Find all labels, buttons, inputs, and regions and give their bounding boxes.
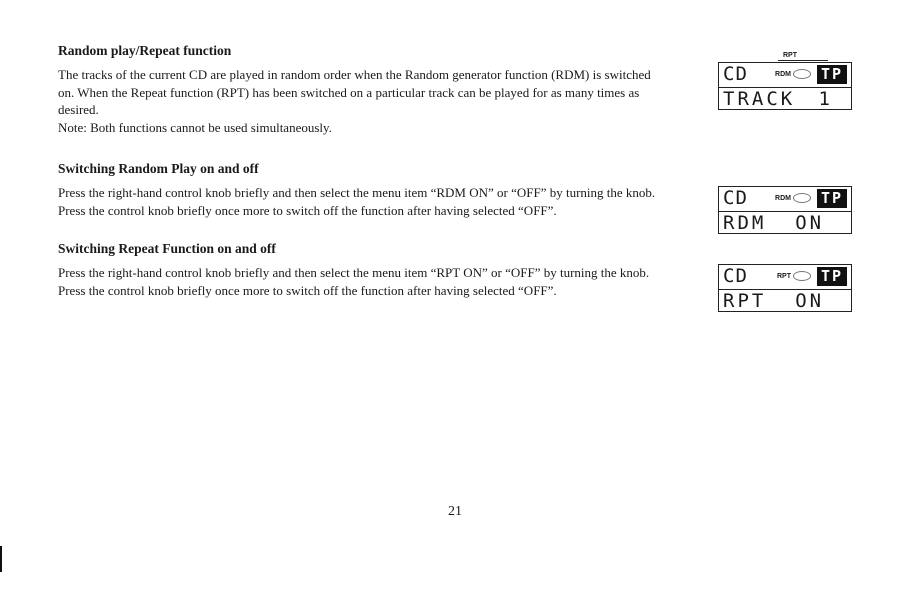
rpt-indicator-label: RPT bbox=[783, 52, 797, 59]
section-paragraph: Press the right-hand control knob briefly and then select the menu item “RPT ON” or “OFF” by turning the knob. Press the control knob briefly once more to switch off the function after having selected “OFF”. bbox=[58, 265, 650, 298]
lcd-message-row bbox=[719, 87, 851, 110]
lcd-mode-indicator bbox=[777, 271, 811, 281]
tp-badge: TP bbox=[817, 189, 847, 208]
tp-badge: TP bbox=[817, 65, 847, 84]
lcd-message: RDM ON bbox=[723, 212, 825, 234]
section-repeat-function bbox=[58, 240, 658, 299]
lcd-message: TRACK bbox=[723, 88, 796, 110]
lcd-source: CD bbox=[723, 265, 748, 287]
section-heading: Switching Repeat Function on and off bbox=[58, 241, 276, 256]
disc-icon bbox=[793, 69, 811, 79]
lcd-mode-label: RDM bbox=[775, 194, 791, 202]
lcd-mode-label: RPT bbox=[777, 272, 791, 280]
lcd-display-rpt bbox=[718, 264, 852, 312]
lcd-message-row bbox=[719, 211, 851, 234]
lcd-display-rdm bbox=[718, 186, 852, 234]
lcd-source: CD bbox=[723, 63, 748, 85]
section-heading: Random play/Repeat function bbox=[58, 43, 232, 58]
disc-icon bbox=[793, 193, 811, 203]
lcd-mode-indicator bbox=[775, 69, 811, 79]
section-random-repeat bbox=[58, 42, 658, 136]
lcd-mode-indicator bbox=[775, 193, 811, 203]
lcd-mode-label: RDM bbox=[775, 70, 791, 78]
rpt-indicator-bar bbox=[778, 60, 828, 61]
page-number: 21 bbox=[448, 504, 462, 519]
section-note: Note: Both functions cannot be used simultaneously. bbox=[58, 119, 332, 135]
lcd-message-row bbox=[719, 289, 851, 312]
lcd-source: CD bbox=[723, 187, 748, 209]
margin-mark bbox=[0, 546, 2, 572]
lcd-display-track bbox=[718, 62, 852, 110]
section-paragraph: The tracks of the current CD are played in random order when the Random generator function (RDM) is switched on. When the Repeat function (RPT) has been switched on a particular track can be played for as many times as desired. bbox=[58, 67, 651, 117]
lcd-message: RPT ON bbox=[723, 290, 825, 312]
section-heading: Switching Random Play on and off bbox=[58, 161, 259, 176]
tp-badge: TP bbox=[817, 267, 847, 286]
disc-icon bbox=[793, 271, 811, 281]
lcd-track-number: 1 bbox=[818, 88, 833, 110]
section-random-play bbox=[58, 160, 658, 219]
section-paragraph: Press the right-hand control knob briefly and then select the menu item “RDM ON” or “OFF” by turning the knob. Press the control knob briefly once more to switch off the function after having selected “OFF”. bbox=[58, 185, 656, 218]
